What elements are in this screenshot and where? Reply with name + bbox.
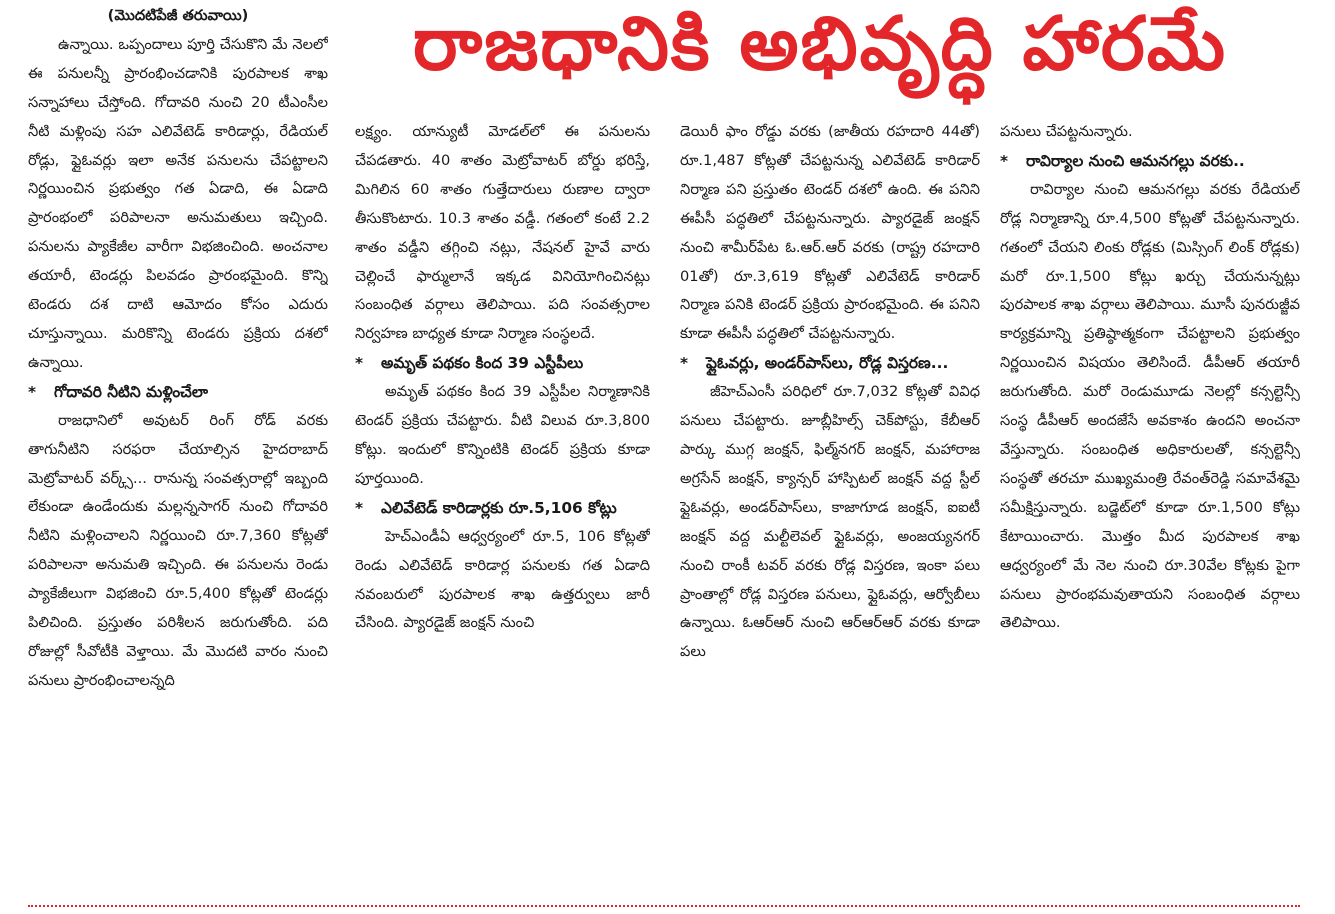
continued-from-front-page: (మొదటిపేజీ తరువాయి) (107, 7, 249, 24)
paragraph: హెచ్ఎండీఏ ఆధ్వర్యంలో రూ.5, 106 కోట్లతో రెండు ఎలివేటెడ్ కారిడార్ల పనులకు గత ఏడాది నవంబరులో పురపాలక శాఖ ఉత్తర్వులు జారీ చేసింది. ప్యారడైజ్ జంక్షన్ నుంచి (355, 527, 650, 632)
subheading (355, 349, 650, 378)
paragraph: అమృత్ పథకం కింద 39 ఎస్టీపీల నిర్మాణానికి టెండర్ ప్రక్రియ చేపట్టారు. వీటి విలువ రూ.3,800 కోట్లు. ఇందులో కొన్నింటికి టెండర్ ప్రక్రియ కూడా పూర్తయింది. (355, 383, 650, 487)
bullet-star: * (1000, 151, 1009, 170)
bottom-dotted-rule (28, 905, 1300, 907)
headline: రాజధానికి అభివృద్ధి హారమే (412, 0, 1228, 87)
subheading (1000, 147, 1300, 176)
paragraph: రావిర్యాల నుంచి ఆమనగల్లు వరకు రేడియల్ రోడ్ల నిర్మాణాన్ని రూ.4,500 కోట్లతో చేపట్టనున్నారు. గతంలో చేయని లింకు రోడ్లకు (మిస్సింగ్ లింక్ రోడ్లకు) మరో రూ.1,500 కోట్లు ఖర్చు చేయనున్నట్లు పురపాలక శాఖ వర్గాలు తెలిపాయి. మూసీ పునరుజ్జీవ కార్యక్రమాన్ని ప్రతిష్ఠాత్మకంగా చేపట్టాలని ప్రభుత్వం నిర్ణయించిన విషయం తెలిసిందే. డీపీఆర్ తయారీ జరుగుతోంది. మరో రెండుమూడు నెలల్లో కన్సల్టెన్సీ సంస్థ డీపీఆర్ అందజేసే అవకాశం ఉందని అంచనా వేస్తున్నారు. సంబంధిత అధికారులతో, కన్సల్టెన్సీ సంస్థతో తరచూ ముఖ్యమంత్రి రేవంత్‌రెడ్డి సమావేశమై సమీక్షిస్తున్నారు. బడ్జెట్‌లో కూడా రూ.1,500 కోట్లు కేటాయించారు. మొత్తం మీద పురపాలక శాఖ ఆధ్వర్యంలో మే నెల నుంచి రూ.30వేల కోట్లకు పైగా పనులు ప్రారంభమవుతాయని సంబంధిత వర్గాలు తెలిపాయి. (1000, 180, 1300, 632)
bullet-star: * (355, 498, 364, 517)
subheading-text: ఫ్లైఓవర్లు, అండర్‌పాస్‌లు, రోడ్ల విస్తరణ... (706, 354, 949, 373)
paragraph: రాజధానిలో అవుటర్ రింగ్ రోడ్ వరకు తాగునీటిని సరఫరా చేయాల్సిన హైదరాబాద్ మెట్రోవాటర్ వర్క్స్... రానున్న సంవత్సరాల్లో ఇబ్బంది లేకుండా ఉండేందుకు మల్లన్నసాగర్ నుంచి గోదావరి నీటిని మళ్లించాలని నిర్ణయించి రూ.7,360 కోట్లతో పరిపాలనా అనుమతి ఇచ్చింది. ఈ పనులను రెండు ప్యాకేజీలుగా విభజించి రూ.5,400 కోట్లతో టెండర్లు పిలిచింది. ప్రస్తుతం పరిశీలన జరుగుతోంది. పది రోజుల్లో సీవోటీకి వెళ్తాయి. మే మొదటి వారం నుంచి పనులు ప్రారంభించాలన్నది (28, 411, 328, 689)
subheading (355, 494, 650, 523)
subheading-text: అమృత్ పథకం కింద 39 ఎస్టీపీలు (381, 354, 584, 373)
bullet-star: * (28, 382, 37, 401)
article-column-1 (28, 2, 328, 887)
article-column-2 (355, 118, 650, 883)
bullet-star: * (355, 354, 364, 373)
bullet-star: * (680, 354, 689, 373)
article-column-3 (680, 118, 980, 883)
subheading (28, 378, 328, 407)
paragraph: పనులు చేపట్టనున్నారు. (1000, 123, 1133, 140)
paragraph: జీహెచ్ఎంసీ పరిధిలో రూ.7,032 కోట్లతో వివిధ పనులు చేపట్టారు. జూబ్లీహిల్స్ చెక్‌పోస్టు, కేబీఆర్ పార్కు ముగ్గ జంక్షన్, ఫిల్మ్‌నగర్ జంక్షన్, మహారాజ అగ్రసేన్ జంక్షన్, క్యాన్సర్ హాస్పిటల్ జంక్షన్ వద్ద స్టీల్ ఫ్లైఓవర్లు, అండర్‌పాస్‌లు, కాజాగూడ జంక్షన్, ఐఐటీ జంక్షన్ వద్ద మల్టీలెవల్ ఫ్లైఓవర్లు, అంజయ్యనగర్ నుంచి రాంకీ టవర్ వరకు రోడ్ల విస్తరణ, ఇంకా పలు ప్రాంతాల్లో రోడ్ల విస్తరణ పనులు, ఫ్లైఓవర్లు, ఆర్వోబీలు ఉన్నాయి. ఓఆర్ఆర్ నుంచి ఆర్ఆర్ఆర్ వరకు కూడా పలు (680, 383, 980, 661)
paragraph: డెయిరీ ఫాం రోడ్డు వరకు (జాతీయ రహదారి 44తో) రూ.1,487 కోట్లతో చేపట్టనున్న ఎలివేటెడ్ కారిడార్ నిర్మాణ పని ప్రస్తుతం టెండర్ దశలో ఉంది. ఈ పనిని ఈపీసీ పద్ధతిలో చేపట్టనున్నారు. ప్యారడైజ్ జంక్షన్ నుంచి శామీర్‌పేట ఓ.ఆర్.ఆర్ వరకు (రాష్ట్ర రహదారి 01తో) రూ.3,619 కోట్లతో ఎలివేటెడ్ కారిడార్ నిర్మాణ పనికి టెండర్ ప్రక్రియ ప్రారంభమైంది. ఈ పనిని కూడా ఈపీసీ పద్ధతిలో చేపట్టనున్నారు. (680, 123, 980, 343)
subheading (680, 349, 980, 378)
subheading-text: గోదావరి నీటిని మళ్లించేలా (54, 382, 208, 401)
article-column-4 (1000, 118, 1300, 818)
subheading-text: రావిర్యాల నుంచి ఆమనగల్లు వరకు.. (1026, 151, 1245, 170)
paragraph: ఉన్నాయి. ఒప్పందాలు పూర్తి చేసుకొని మే నెలలో ఈ పనులన్నీ ప్రారంభించడానికి పురపాలక శాఖ సన్నాహాలు చేస్తోంది. గోదావరి నుంచి 20 టీఎంసీల నీటి మళ్లింపు సహ ఎలివేటెడ్ కారిడార్లు, రేడియల్ రోడ్లు, ఫ్లైఓవర్లు ఇలా అనేక పనులను చేపట్టాలని నిర్ణయించిన ప్రభుత్వం గత ఏడాది, ఈ ఏడాది ప్రారంభంలో పరిపాలనా అనుమతులు ఇచ్చింది. పనులను ప్యాకేజీల వారీగా విభజించింది. అంచనాల తయారీ, టెండర్లు పిలవడం ప్రారంభమైంది. కొన్ని టెండరు దశ దాటి ఆమోదం కోసం ఎదురు చూస్తున్నాయి. మరికొన్ని టెండరు ప్రక్రియ దశలో ఉన్నాయి. (28, 35, 328, 371)
paragraph: లక్ష్యం. యాన్యుటీ మోడల్‌లో ఈ పనులను చేపడతారు. 40 శాతం మెట్రోవాటర్ బోర్డు భరిస్తే, మిగిలిన 60 శాతం గుత్తేదారులు రుణాల ద్వారా తీసుకొంటారు. 10.3 శాతం వడ్డీ. గతంలో కంటే 2.2 శాతం వడ్డీని తగ్గించి నట్లు, నేషనల్ హైవే వారు చెల్లించే ఫార్ములానే ఇక్కడ వినియోగించినట్లు సంబంధిత వర్గాలు తెలిపాయి. పది సంవత్సరాల నిర్వహణ బాధ్యత కూడా నిర్మాణ సంస్థలదే. (355, 123, 650, 343)
subheading-text: ఎలివేటెడ్ కారిడార్లకు రూ.5,106 కోట్లు (381, 498, 617, 517)
